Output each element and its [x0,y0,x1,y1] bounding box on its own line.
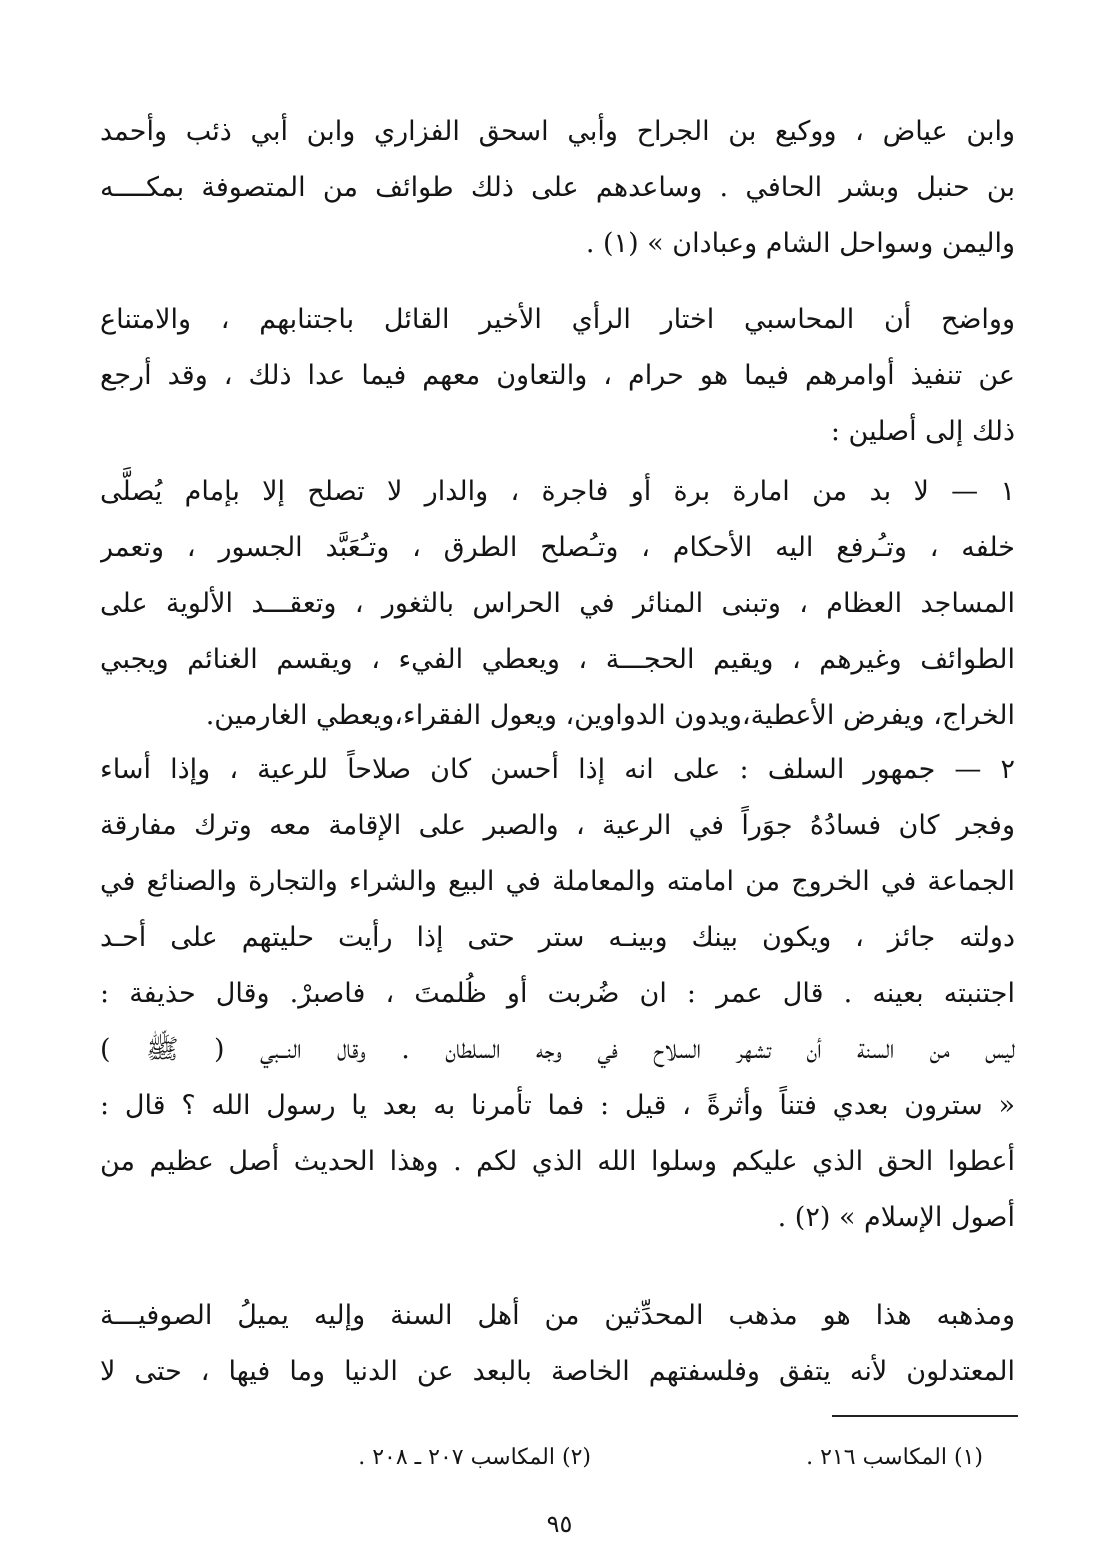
text-line: وفجر كان فسادُهُ جوَراً في الرعية ، والصبر على الإقامة معه وترك مفارقة [100,810,1015,841]
text-line: بن حنبل وبشر الحافي . وساعدهم على ذلك طوائف من المتصوفة بمكــــه [100,172,1015,203]
text-line: ليس من السنة أن تشهر السلاح في وجه السلطان . وقال النــبي ( ﷺ ) [100,1034,1015,1065]
paragraph-hadith-scholars [100,1288,1015,1400]
text-line: الجماعة في الخروج من امامته والمعاملة في البيع والشراء والتجارة والصنائع في [100,866,1015,897]
text-line: المعتدلون لأنه يتفق وفلسفتهم الخاصة بالبعد عن الدنيا وما فيها ، حتى لا [100,1356,1015,1387]
text-line: « سترون بعدي فتناً وأثرةً ، قيل : فما تأمرنا به بعد يا رسول الله ؟ قال : [100,1090,1015,1121]
page-number: ٩٥ [546,1510,573,1538]
text-line: ٢ — جمهور السلف : على انه إذا أحسن كان صلاحاً للرعية ، وإذا أساء [100,754,1015,785]
text-line: دولته جائز ، ويكون بينك وبينـه ستر حتى إذا رأيت حليتهم على أحـد [100,922,1015,953]
text-line: الطوائف وغيرهم ، ويقيم الحجـــة ، ويعطي الفيء ، ويقسم الغنائم ويجبي [100,644,1015,675]
text-line: المساجد العظام ، وتبنى المنائر في الحراس بالثغور ، وتعقـــد الألوية على [100,588,1015,619]
paragraph-quote-end [100,104,1015,272]
text-line: وواضح أن المحاسبي اختار الرأي الأخير القائل باجتنابهم ، والامتناع [100,304,1015,335]
text-line: الخراج، ويفرض الأعطية،ويدون الدواوين، ويعول الفقراء،ويعطي الغارمين. [205,700,1015,731]
text-line: وابن عياض ، ووكيع بن الجراح وأبي اسحق الفزاري وابن أبي ذئب وأحمد [100,116,1015,147]
text-line: ١ — لا بد من امارة برة أو فاجرة ، والدار لا تصلح إلا بإمام يُصلَّى [100,476,1015,507]
text-line: أعطوا الحق الذي عليكم وسلوا الله الذي لكم . وهذا الحديث أصل عظيم من [100,1146,1015,1177]
text-line: واليمن وسواحل الشام وعبادان » (١) . [585,228,1015,259]
paragraph-muhasibi-view [100,292,1015,460]
text-line: خلفه ، وتـُرفع اليه الأحكام ، وتـُصلح الطرق ، وتـُعَبَّد الجسور ، وتعمر [100,532,1015,563]
text-line: ومذهبه هذا هو مذهب المحدِّثين من أهل السنة وإليه يميلُ الصوفيـــة [100,1300,1015,1331]
footnote-1: (١) المكاسب ٢١٦ . [806,1445,983,1470]
text-line: أصول الإسلام » (٢) . [777,1202,1015,1233]
text-line: عن تنفيذ أوامرهم فيما هو حرام ، والتعاون معهم فيما عدا ذلك ، وقد أرجع [100,360,1015,391]
text-line: ذلك إلى أصلين : [830,416,1015,447]
footnote-separator [832,1415,1018,1417]
paragraph-principle-2 [100,742,1015,1246]
text-line: اجتنبته بعينه . قال عمر : ان ضُربت أو ظُلمتَ ، فاصبرْ. وقال حذيفة : [100,978,1015,1009]
paragraph-principle-1 [100,464,1015,744]
footnote-2: (٢) المكاسب ٢٠٧ ـ ٢٠٨ . [358,1445,591,1470]
